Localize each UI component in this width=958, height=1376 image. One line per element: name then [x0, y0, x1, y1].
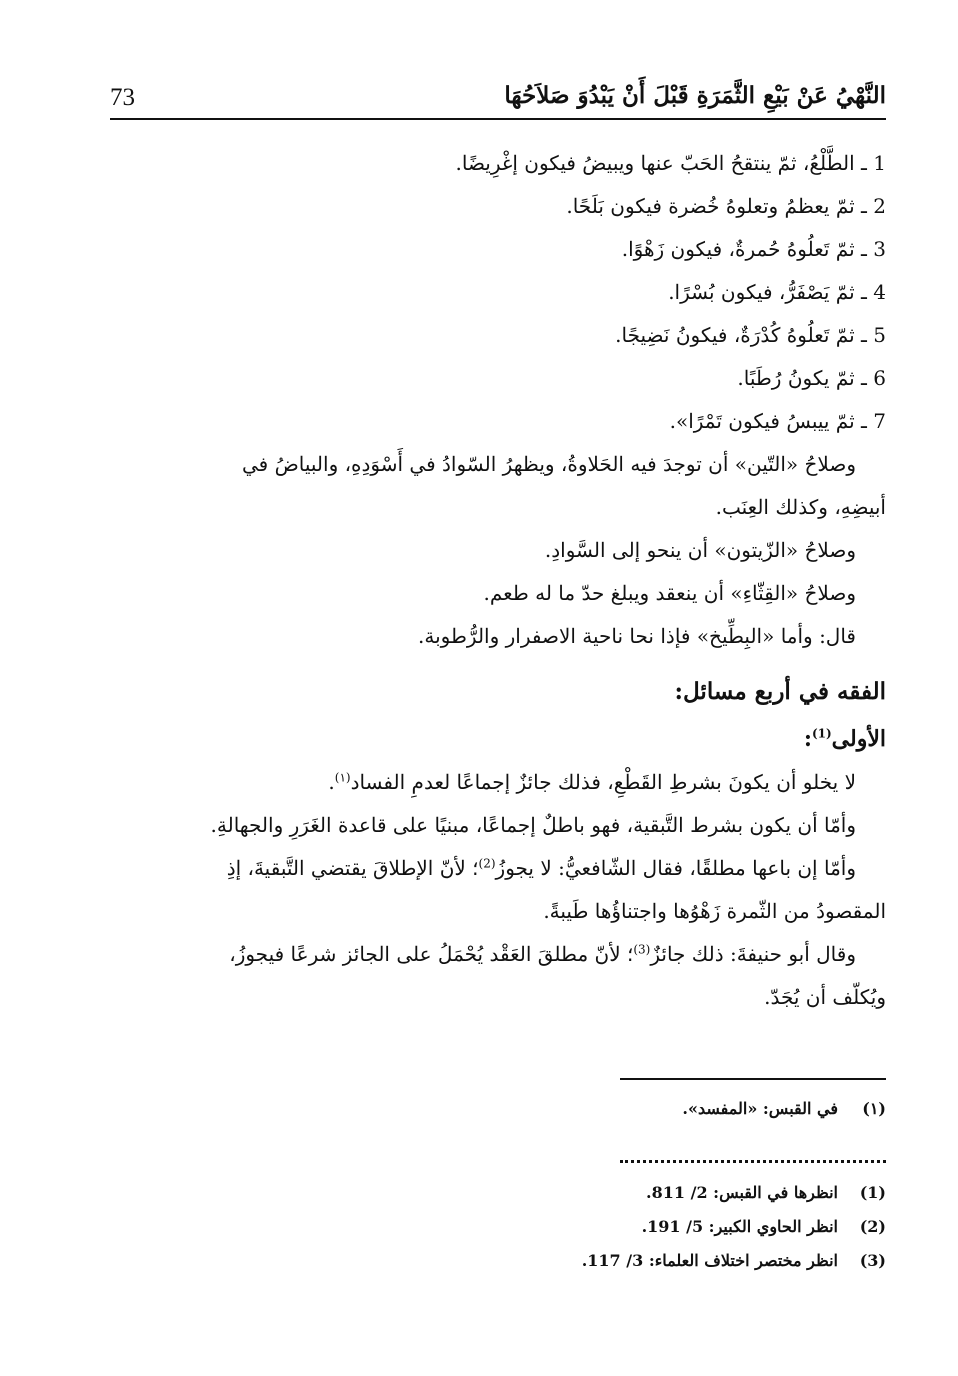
paragraph-1-text: لا يخلو أن يكونَ بشرطِ القَطْعِ، فذلك جائزٌ إجماعًا لعدمِ الفساد [350, 770, 856, 794]
footnote [110, 1244, 886, 1278]
footnote-ref: (2) [478, 856, 496, 871]
page-number: 73 [110, 84, 135, 111]
subsection-heading-text: الأولى [831, 726, 886, 752]
footnote-number: (1) [859, 1183, 886, 1202]
stage-item: 5 ـ ثمّ تَعلُوهُ كُدْرَةٌ، فيكونُ نَضِيجًا. [615, 323, 886, 347]
paragraph-4-line2: ويُكلّف أن يُجَدّ. [764, 985, 886, 1009]
section-heading: الفقه في أربع مسائل: [674, 678, 886, 705]
paragraph-1-end: . [328, 770, 335, 794]
paragraph-3-line2: المقصودُ من الثّمرة زَهْوُها واجتناؤُها طَيبةً. [543, 899, 886, 923]
stage-item: 2 ـ ثمّ يعظمُ وتعلوهُ خُضرة فيكون بَلَحًا. [566, 194, 886, 218]
paragraph-1 [110, 761, 886, 804]
footnote [110, 1176, 886, 1210]
paragraph-fig-line1: وصلاحُ «التّين» أن توجدَ فيه الحَلاوةُ، ويظهرُ السّوادُ في أَسْوَدِهِ، والبياضُ في [241, 452, 856, 476]
footnote-dotted-separator [620, 1160, 886, 1163]
footnote-text: انظر الحاوي الكبير: 5/ 191. [641, 1217, 838, 1236]
footnote-number: (3) [859, 1251, 886, 1270]
footnote-separator [620, 1078, 886, 1080]
stage-item: 1 ـ الطَّلْعُ، ثمّ ينتقحُ الحَبّ عنها ويبيضُ فيكون إغْرِيضًا. [455, 151, 886, 175]
footnote-ref: (١) [334, 770, 351, 785]
footnote-text: في القبس: «المفسد». [682, 1099, 838, 1118]
source-footnotes [110, 1176, 886, 1278]
stage-item: 3 ـ ثمّ تَعلُوهُ حُمرةٌ، فيكون زَهْوًا. [621, 237, 886, 261]
footnote [110, 1092, 886, 1126]
footnote-number: (2) [859, 1217, 886, 1236]
paragraph-melon: قال: وأما «البِطِّيخ» فإذا نحا ناحية الاصفرار والرُّطوبة. [418, 624, 856, 648]
stage-item: 4 ـ ثمّ يَصْفَرُّ، فيكون بُسْرًا. [668, 280, 886, 304]
stage-item: 7 ـ ثمّ ييبسُ فيكون تَمْرًا». [669, 409, 886, 433]
stage-item: 6 ـ ثمّ يكونُ رُطَبًا. [737, 366, 886, 390]
footnote-ref: (3) [633, 942, 651, 957]
paragraph-olive: وصلاحُ «الزّيتون» أن ينحو إلى السَّوادِ. [544, 538, 856, 562]
footnote-text: انظرها في القبس: 2/ 811. [646, 1183, 838, 1202]
running-title: النَّهْيُ عَنْ بَيْعِ الثَّمَرَةِ قَبْلَ أَنْ يَبْدُوَ صَلاَحُهَا [504, 82, 886, 109]
footnote [110, 1210, 886, 1244]
subsection-heading [110, 718, 886, 761]
paragraph-4-rest: ؛ لأنّ مطلقَ العَقْد يُحْمَلُ على الجائز شرعًا فيجوزُ، [229, 942, 634, 966]
paragraph-cucumber: وصلاحُ «القِثّاءِ» أن ينعقد ويبلغ حدّ ما له طعم. [483, 581, 856, 605]
paragraph-3-line1 [110, 847, 886, 890]
footnote-text: انظر مختصر اختلاف العلماء: 3/ 117. [581, 1251, 838, 1270]
footnote-ref: (1) [811, 726, 832, 741]
paragraph-4-text: وقال أبو حنيفةَ: ذلك جائزٌ [650, 942, 856, 966]
subsection-heading-colon: : [803, 726, 812, 752]
running-header [110, 82, 886, 120]
paragraph-3-rest: ؛ لأنّ الإطلاقَ يقتضي التَّبقيةَ، إذِ [226, 856, 479, 880]
paragraph-4-line1 [110, 933, 886, 976]
paragraph-2: وأمّا أن يكون بشرط التَّبقية، فهو باطلٌ إجماعًا، مبنيًا على قاعدة الغَرَرِ والجهالةِ. [210, 813, 856, 837]
paragraph-3-text: وأمّا إن باعها مطلقًا، فقال الشّافعيُّ: لا يجوزُ [495, 856, 856, 880]
editor-footnotes [110, 1092, 886, 1126]
paragraph-fig-line2: أبيضِهِ، وكذلك العِنَب. [715, 495, 886, 519]
main-text [110, 142, 886, 1019]
footnote-number: (١) [862, 1099, 886, 1118]
